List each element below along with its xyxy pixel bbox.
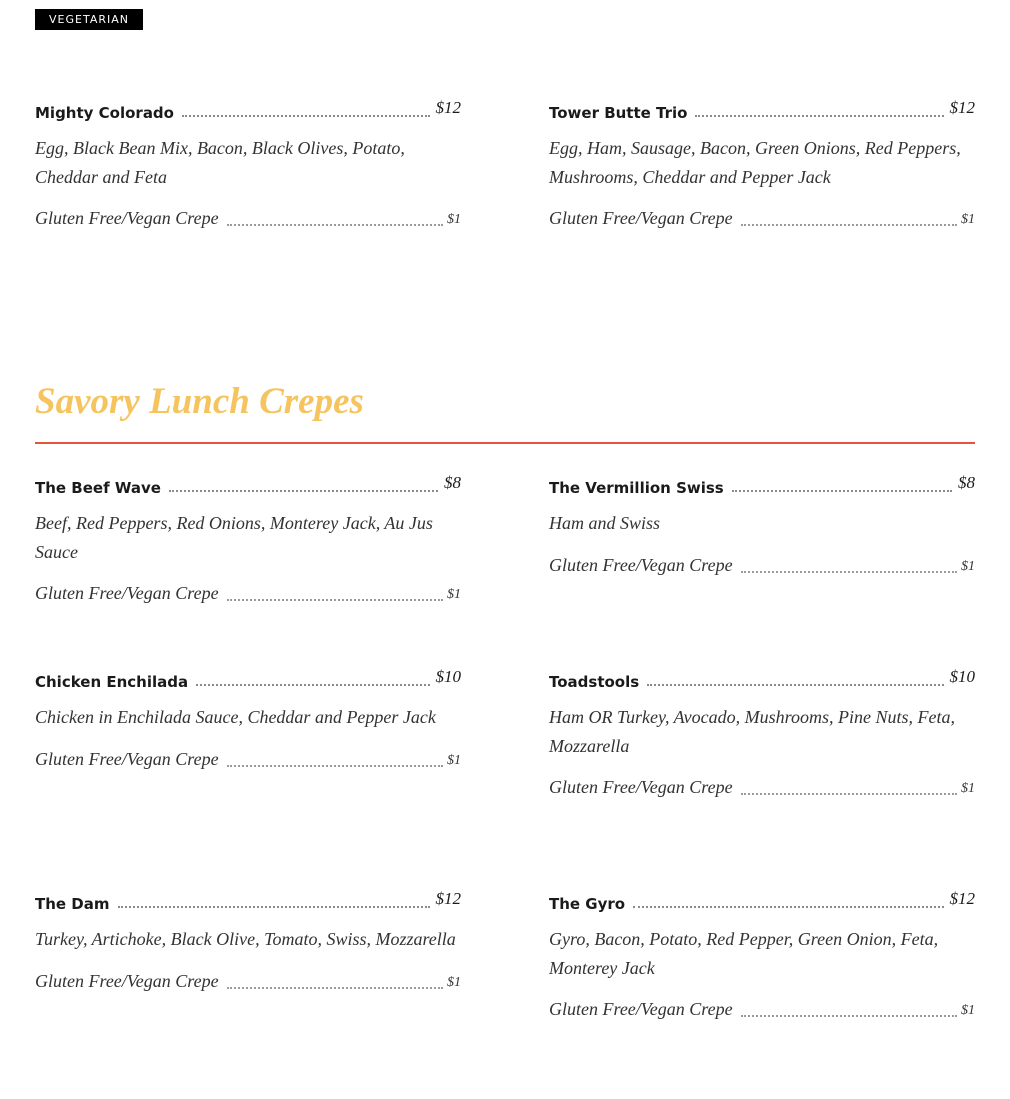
item-price: $8 [444,473,461,492]
gluten-free-addon [35,748,461,770]
vegetarian-badge: VEGETARIAN [35,9,143,30]
item-description: Chicken in Enchilada Sauce, Cheddar and Pepper Jack [35,707,436,727]
gluten-free-addon [549,776,975,798]
gluten-free-addon [35,207,461,229]
item-price: $12 [949,98,975,117]
item-price: $12 [949,889,975,908]
addon-price: $1 [961,1003,975,1018]
item-name: Mighty Colorado [35,104,174,122]
addon-price: $1 [447,587,461,602]
item-name: Chicken Enchilada [35,673,189,691]
dot-leader [633,906,943,908]
item-name: The Vermillion Swiss [549,479,724,497]
item-description: Egg, Ham, Sausage, Bacon, Green Onions, Red Peppers, Mushrooms, Cheddar and Pepper Jack [549,138,961,187]
item-name: The Gyro [549,895,626,913]
item-price: $8 [958,473,975,492]
item-description: Beef, Red Peppers, Red Onions, Monterey Jack, Au Jus Sauce [35,513,433,562]
item-price: $10 [435,667,461,686]
dot-leader [741,793,957,795]
item-description: Gyro, Bacon, Potato, Red Pepper, Green Onion, Feta, Monterey Jack [549,929,939,978]
addon-label: Gluten Free/Vegan Crepe [549,208,733,228]
item-description: Egg, Black Bean Mix, Bacon, Black Olives, Potato, Cheddar and Feta [35,138,405,187]
item-price: $12 [435,98,461,117]
dot-leader [227,987,443,989]
gluten-free-addon [549,207,975,229]
dot-leader [741,224,957,226]
dot-leader [732,490,952,492]
item-description: Ham OR Turkey, Avocado, Mushrooms, Pine Nuts, Feta, Mozzarella [549,707,955,756]
addon-label: Gluten Free/Vegan Crepe [549,554,733,575]
menu-item-the-dam [35,889,461,992]
menu-item-toadstools [549,667,975,798]
item-price: $12 [435,889,461,908]
item-name: The Dam [35,895,110,913]
section-divider [35,442,975,444]
dot-leader [741,571,957,573]
addon-price: $1 [447,212,461,227]
dot-leader [227,765,443,767]
menu-item-tower-butte-trio [549,98,975,229]
item-description: Turkey, Artichoke, Black Olive, Tomato, Swiss, Mozzarella [35,929,456,949]
dot-leader [741,1015,957,1017]
item-price: $10 [949,667,975,686]
addon-label: Gluten Free/Vegan Crepe [549,777,733,797]
dot-leader [227,224,443,226]
addon-label: Gluten Free/Vegan Crepe [35,748,219,769]
menu-item-the-beef-wave [35,473,461,604]
gluten-free-addon [549,554,975,576]
item-description: Ham and Swiss [549,513,661,533]
item-name: The Beef Wave [35,479,161,497]
addon-price: $1 [447,752,461,768]
menu-item-chicken-enchilada [35,667,461,770]
addon-label: Gluten Free/Vegan Crepe [35,970,219,991]
dot-leader [182,115,430,117]
addon-label: Gluten Free/Vegan Crepe [549,999,733,1019]
addon-label: Gluten Free/Vegan Crepe [35,583,219,603]
addon-price: $1 [961,558,975,574]
menu-item-the-gyro [549,889,975,1020]
menu-item-mighty-colorado [35,98,461,229]
addon-label: Gluten Free/Vegan Crepe [35,208,219,228]
gluten-free-addon [549,998,975,1020]
dot-leader [118,906,430,908]
item-name: Tower Butte Trio [549,104,688,122]
addon-price: $1 [961,212,975,227]
dot-leader [647,684,943,686]
dot-leader [169,490,438,492]
menu-item-the-vermillion-swiss [549,473,975,576]
gluten-free-addon [35,970,461,992]
addon-price: $1 [447,974,461,990]
dot-leader [695,115,943,117]
section-title: Savory Lunch Crepes [35,381,364,422]
addon-price: $1 [961,781,975,796]
dot-leader [196,684,429,686]
dot-leader [227,599,443,601]
gluten-free-addon [35,582,461,604]
item-name: Toadstools [549,673,640,691]
